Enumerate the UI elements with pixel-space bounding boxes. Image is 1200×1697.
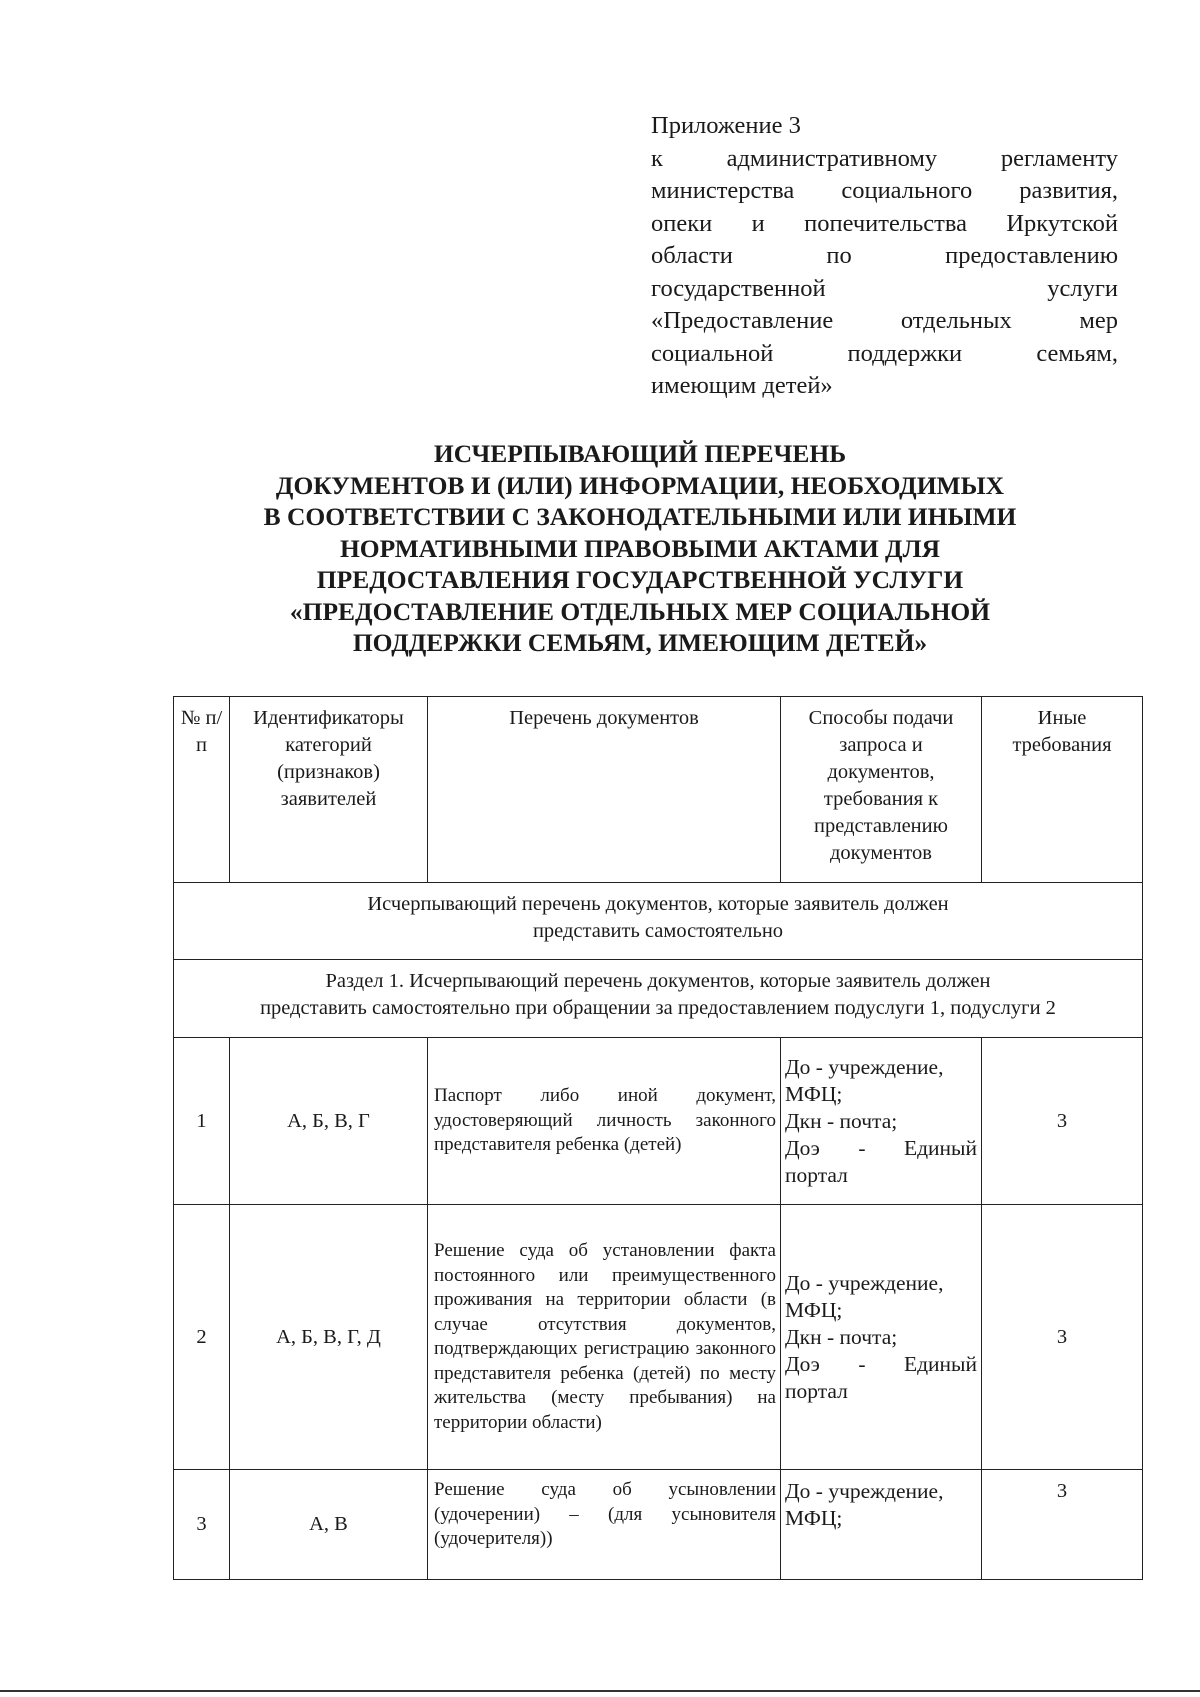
annex-line: «Предоставление отдельных мер [651, 307, 1118, 334]
annex-line: государственной услуги [651, 274, 1118, 302]
row-other: 3 [982, 1470, 1143, 1580]
subsection-header-line: Раздел 1. Исчерпывающий перечень документов, которые заявитель должен [325, 970, 991, 992]
row-categories: А, Б, В, Г [230, 1038, 428, 1205]
subsection-row [174, 960, 1143, 1038]
header-other-requirements: Иные требования [982, 697, 1143, 883]
method-line: Доэ - Единый [785, 1351, 977, 1376]
method-line: МФЦ; [785, 1506, 843, 1530]
row-document: Решение суда об усыновлении (удочерении) – (для усыновителя (удочерителя)) [428, 1470, 781, 1580]
title-line: ИСЧЕРПЫВАЮЩИЙ ПЕРЕЧЕНЬ [433, 439, 847, 468]
section-header-line: Исчерпывающий перечень документов, которые заявитель должен [367, 893, 949, 915]
method-line: портал [785, 1162, 848, 1187]
requirements-table [173, 696, 1143, 1580]
title-line: «ПРЕДОСТАВЛЕНИЕ ОТДЕЛЬНЫХ МЕР СОЦИАЛЬНОЙ [289, 596, 991, 626]
table-row [174, 1470, 1143, 1580]
title-line: НОРМАТИВНЫМИ ПРАВОВЫМИ АКТАМИ ДЛЯ [339, 533, 941, 563]
row-categories: А, В [230, 1470, 428, 1580]
header-categories: Идентификаторы категорий (признаков) заявителей [230, 697, 428, 883]
method-line: МФЦ; [785, 1297, 843, 1322]
method-line: МФЦ; [785, 1081, 843, 1106]
row-other: 3 [982, 1038, 1143, 1205]
row-num: 3 [174, 1470, 230, 1580]
annex-line: социальной поддержки семьям, [651, 339, 1118, 367]
annex-block [651, 110, 1118, 403]
row-methods [781, 1470, 982, 1580]
method-line: До - учреждение, [785, 1054, 944, 1079]
method-line: Дкн - почта; [785, 1108, 898, 1133]
method-line: До - учреждение, [785, 1270, 944, 1295]
method-line: Дкн - почта; [785, 1324, 898, 1349]
row-categories: А, Б, В, Г, Д [230, 1205, 428, 1470]
subsection-header [174, 960, 1143, 1038]
section-header-line: представить самостоятельно [532, 920, 784, 942]
method-line: портал [785, 1378, 848, 1403]
header-num: № п/п [174, 697, 230, 883]
section-header [174, 883, 1143, 960]
table-row [174, 1205, 1143, 1470]
annex-line: опеки и попечительства Иркутской [651, 209, 1118, 237]
annex-title: Приложение 3 [651, 112, 801, 139]
row-methods [781, 1205, 982, 1470]
title-line: В СООТВЕТСТВИИ С ЗАКОНОДАТЕЛЬНЫМИ ИЛИ ИНЫМИ [263, 502, 1017, 531]
table-header-row [174, 697, 1143, 883]
document-title [160, 438, 1120, 659]
method-line: Доэ - Единый [785, 1135, 977, 1160]
table-row [174, 1038, 1143, 1205]
page-bottom-rule [0, 1690, 1200, 1692]
annex-line: к административному регламенту [651, 144, 1118, 172]
row-num: 1 [174, 1038, 230, 1205]
header-documents: Перечень документов [428, 697, 781, 883]
title-line: ПОДДЕРЖКИ СЕМЬЯМ, ИМЕЮЩИМ ДЕТЕЙ» [352, 628, 928, 657]
subsection-header-line: представить самостоятельно при обращении за предоставлением подуслуги 1, подуслуги 2 [260, 997, 1056, 1019]
row-methods [781, 1038, 982, 1205]
method-line: До - учреждение, [785, 1479, 944, 1503]
row-document: Паспорт либо иной документ, удостоверяющий личность законного представителя ребенка (детей) [428, 1038, 781, 1205]
row-num: 2 [174, 1205, 230, 1470]
annex-line: министерства социального развития, [651, 177, 1118, 204]
annex-line: области по предоставлению [651, 242, 1118, 269]
annex-line: имеющим детей» [651, 372, 833, 399]
row-other: 3 [982, 1205, 1143, 1470]
title-line: ДОКУМЕНТОВ И (ИЛИ) ИНФОРМАЦИИ, НЕОБХОДИМЫХ [275, 470, 1005, 500]
row-document: Решение суда об установлении факта постоянного или преимущественного проживания на территории области (в случае отсутствия документов, подтверждающих регистрацию законного представителя ребенка (детей) по месту жительства (месту пребывания) на территории области) [428, 1205, 781, 1470]
title-line: ПРЕДОСТАВЛЕНИЯ ГОСУДАРСТВЕННОЙ УСЛУГИ [316, 565, 964, 594]
section-row [174, 883, 1143, 960]
header-methods: Способы подачи запроса и документов, требования к представлению документов [781, 697, 982, 883]
